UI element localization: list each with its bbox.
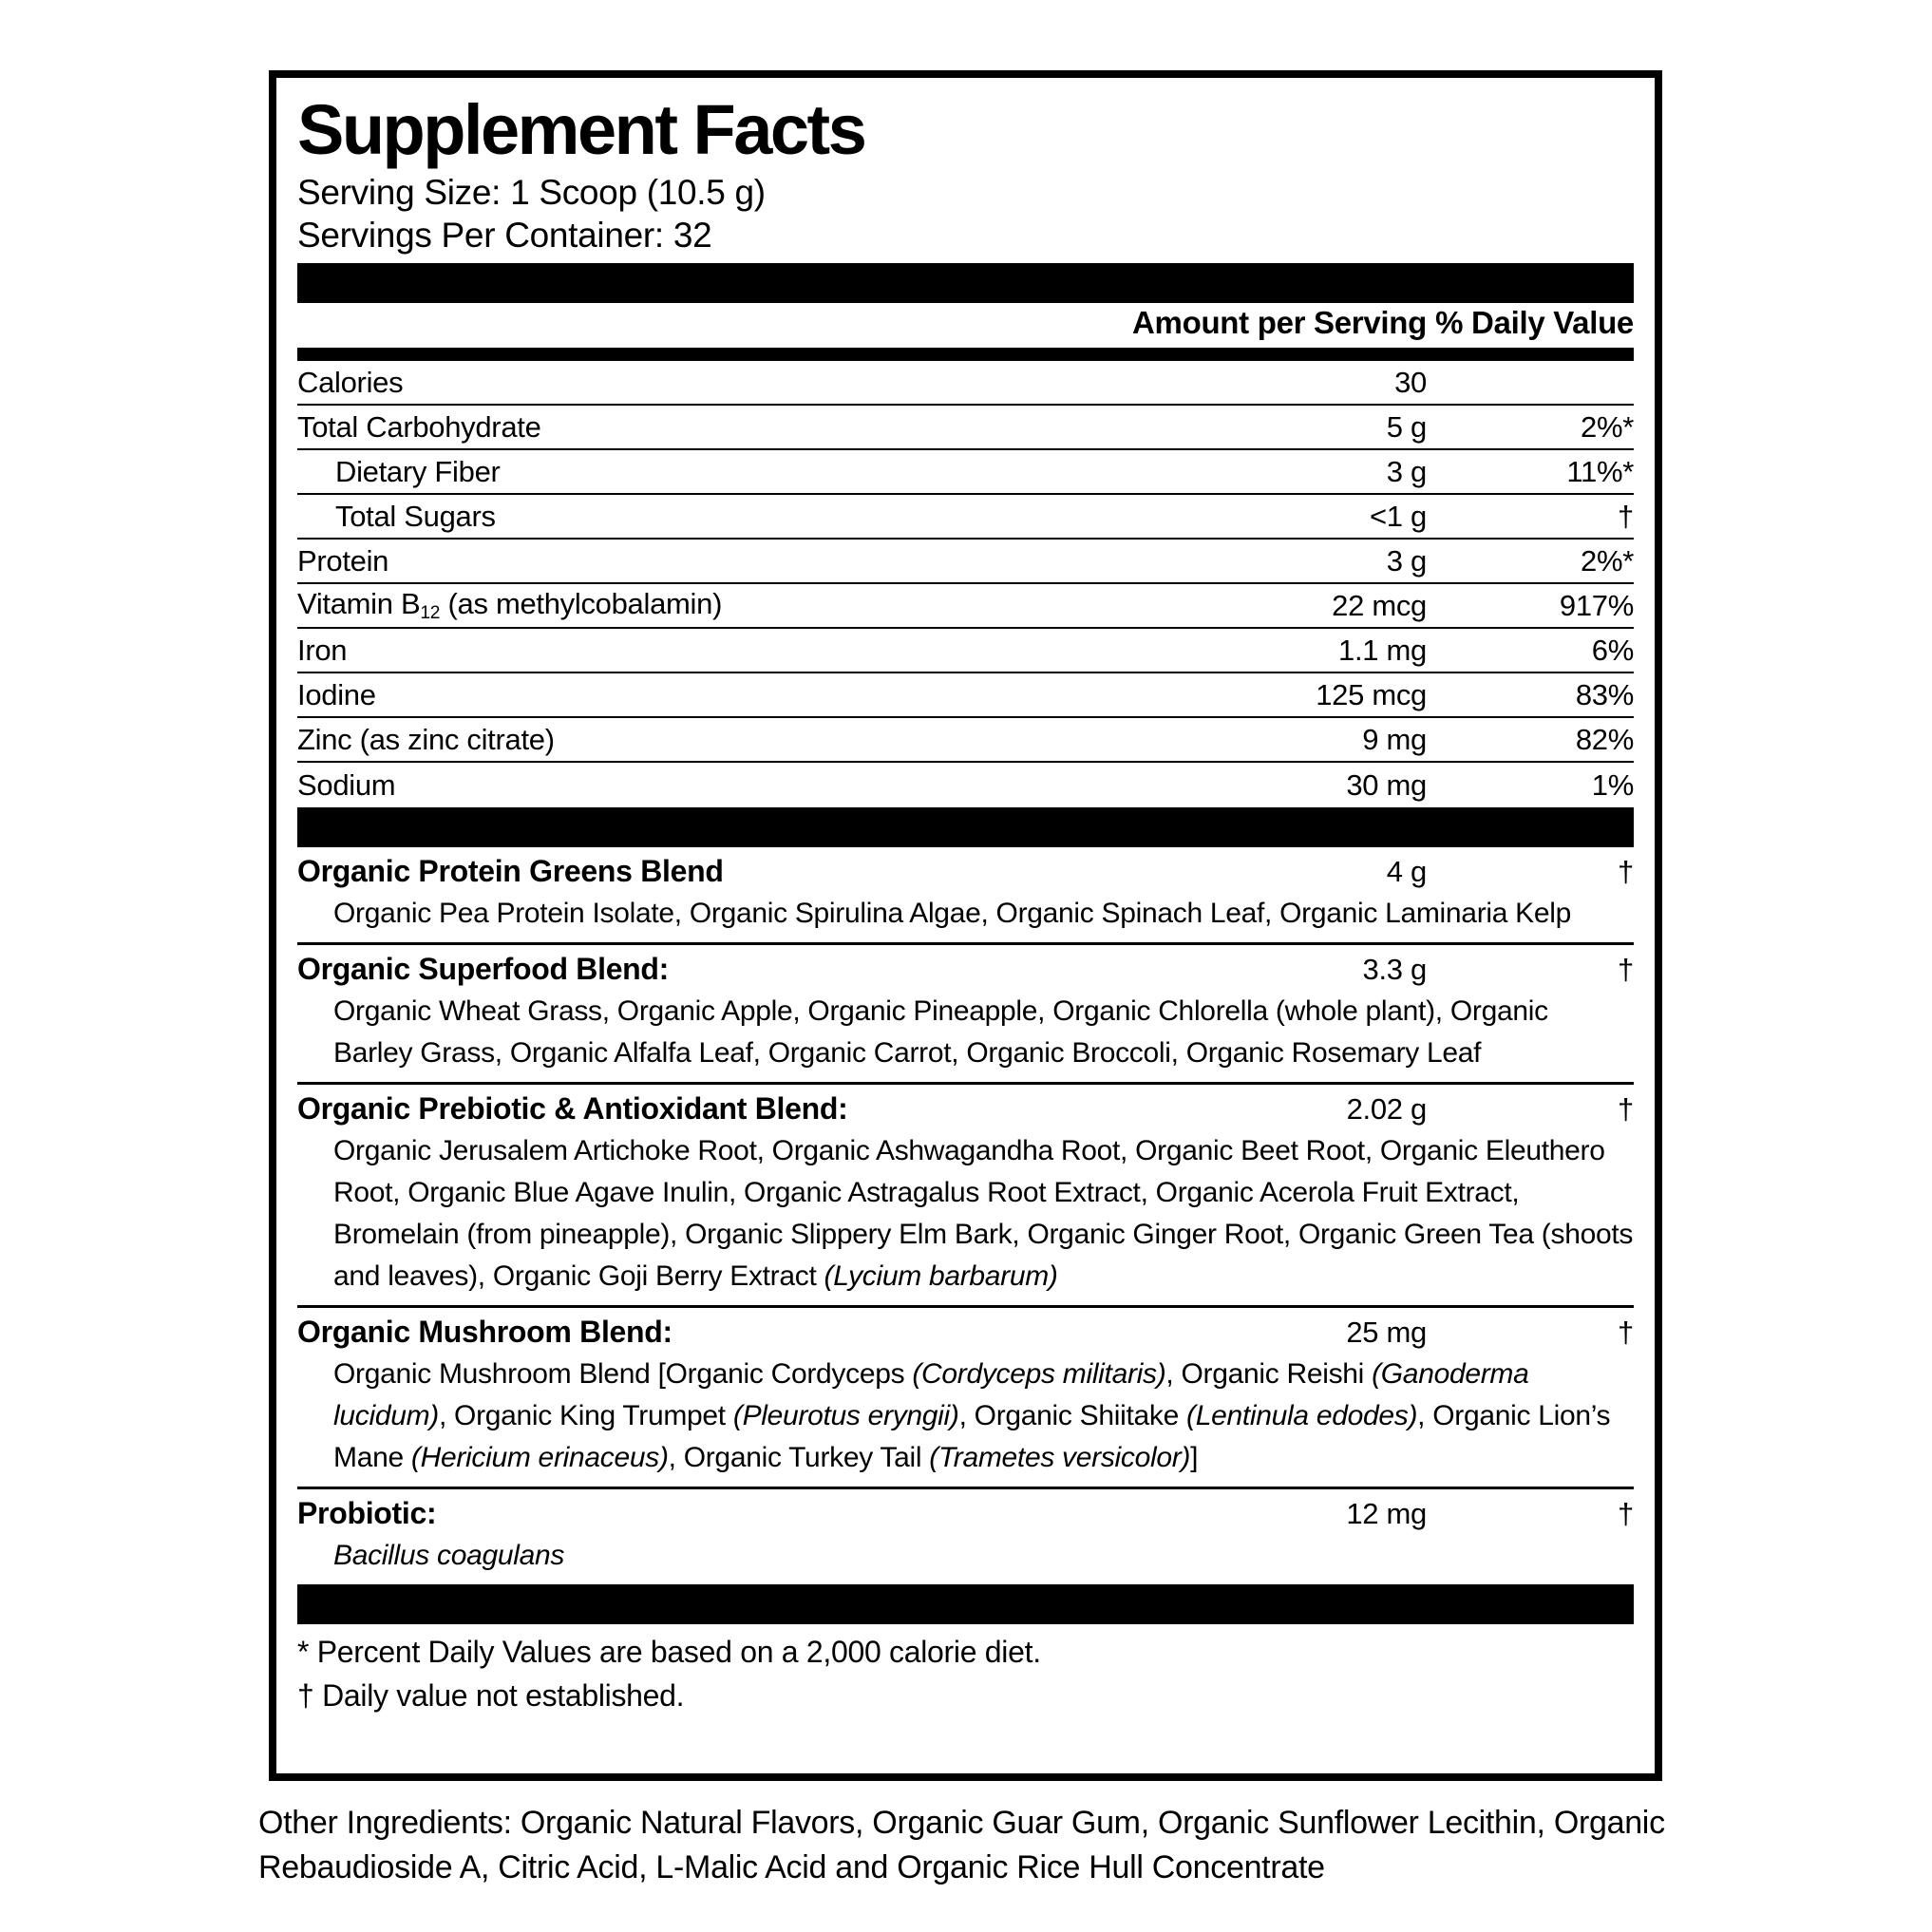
nutrient-amount: 3 g <box>1386 543 1427 578</box>
blend-header <box>297 1088 1634 1130</box>
text-segment: (Trametes versicolor) <box>929 1442 1191 1473</box>
text-segment: Sodium <box>297 767 396 802</box>
text-segment: ] <box>1190 1442 1199 1473</box>
text-segment: Total Carbohydrate <box>297 409 541 444</box>
nutrient-daily-value: 2%* <box>1581 543 1634 578</box>
nutrient-row <box>297 495 1634 540</box>
column-header-amount-per-serving: Amount per Serving <box>1132 305 1427 340</box>
text-segment: Calories <box>297 365 404 399</box>
nutrient-name <box>297 455 1246 489</box>
text-segment: (Hericium erinaceus) <box>410 1442 669 1473</box>
text-segment: 12 <box>420 602 441 623</box>
blend-amount: 4 g <box>1386 854 1427 888</box>
column-header-daily-value: % Daily Value <box>1435 305 1634 340</box>
blend-header <box>297 1492 1634 1535</box>
nutrient-daily-value: 917% <box>1559 588 1634 622</box>
nutrient-amount: <1 g <box>1370 499 1427 533</box>
nutrient-row <box>297 361 1634 406</box>
nutrient-row <box>297 673 1634 718</box>
text-segment: , Organic Turkey Tail <box>668 1442 930 1473</box>
text-segment: Organic Pea Protein Isolate, Organic Spirulina Algae, Organic Spinach Leaf, Organic Laminaria Kelp <box>333 898 1572 929</box>
text-segment: Bacillus coagulans <box>333 1540 565 1571</box>
text-segment: Dietary Fiber <box>335 454 501 488</box>
blend-name: Organic Protein Greens Blend <box>297 854 724 888</box>
blend-name: Probiotic: <box>297 1496 437 1530</box>
blend-row <box>297 847 1634 945</box>
blend-ingredients <box>297 991 1634 1074</box>
nutrient-daily-value: 82% <box>1575 722 1634 756</box>
blend-header <box>297 850 1634 893</box>
blend-amount: 25 mg <box>1346 1315 1427 1349</box>
blend-amount: 3.3 g <box>1362 952 1427 986</box>
blend-row <box>297 945 1634 1085</box>
blend-daily-value: † <box>1618 1091 1634 1126</box>
text-segment: (Lentinula edodes) <box>1186 1400 1418 1431</box>
other-ingredients: Other Ingredients: Organic Natural Flavors, Organic Guar Gum, Organic Sunflower Lecithin, Organic Rebaudioside A, Citric Acid, L-Malic Acid and Organic Rice Hull Concentrate <box>258 1805 1665 1885</box>
nutrient-amount: 3 g <box>1386 454 1427 488</box>
nutrient-name <box>297 768 1246 803</box>
text-segment: (Cordyceps militaris) <box>912 1358 1166 1390</box>
nutrient-amount: 5 g <box>1386 409 1427 444</box>
nutrient-row <box>297 584 1634 629</box>
nutrient-name <box>297 500 1246 534</box>
blend-ingredients <box>297 1130 1634 1297</box>
nutrient-daily-value: 2%* <box>1581 409 1634 444</box>
nutrient-table <box>297 361 1634 807</box>
nutrient-name <box>297 587 1246 624</box>
nutrient-name <box>297 366 1246 400</box>
blend-ingredients <box>297 1535 1634 1577</box>
blend-daily-value: † <box>1618 1315 1634 1349</box>
nutrient-amount: 125 mcg <box>1316 677 1427 711</box>
blend-amount: 12 mg <box>1346 1496 1427 1530</box>
blend-amount: 2.02 g <box>1346 1091 1427 1126</box>
nutrient-amount: 22 mcg <box>1332 588 1427 622</box>
text-segment: Organic Jerusalem Artichoke Root, Organic Ashwagandha Root, Organic Beet Root, Organic Eleuthero Root, Organic Blue Agave Inulin, Organic Astragalus Root Extract, Organic Acerola Fruit Extract, Bromelain (from pineapple), Organic Slippery Elm Bark, Organic Ginger Root, Organic Green Tea (shoots and leaves), Organic Goji Berry Extract <box>333 1135 1634 1292</box>
nutrient-name <box>297 544 1246 578</box>
nutrient-daily-value: 83% <box>1575 677 1634 711</box>
divider-bar-blends <box>297 807 1634 847</box>
text-segment: Total Sugars <box>335 499 496 533</box>
blend-row <box>297 1085 1634 1308</box>
blend-header <box>297 948 1634 991</box>
column-header-row <box>297 303 1634 348</box>
nutrient-row <box>297 540 1634 584</box>
divider-bar-under-header <box>297 348 1634 361</box>
text-segment: Iodine <box>297 677 376 711</box>
blend-daily-value: † <box>1618 1496 1634 1530</box>
blend-daily-value: † <box>1618 952 1634 986</box>
footnote-percent-daily-value: * Percent Daily Values are based on a 2,000 calorie diet. <box>297 1635 1041 1669</box>
nutrient-amount: 1.1 mg <box>1338 633 1427 667</box>
nutrient-daily-value: 6% <box>1591 633 1634 667</box>
serving-size: Serving Size: 1 Scoop (10.5 g) <box>297 173 766 212</box>
nutrient-amount: 30 <box>1394 365 1427 399</box>
panel-title: Supplement Facts <box>297 90 865 169</box>
text-segment: , Organic Shiitake <box>958 1400 1187 1431</box>
text-segment: Protein <box>297 543 389 578</box>
text-segment: (Lycium barbarum) <box>824 1260 1058 1292</box>
text-segment: , Organic King Trumpet <box>438 1400 733 1431</box>
nutrient-name <box>297 723 1246 757</box>
nutrient-daily-value: 11%* <box>1566 454 1634 488</box>
footnotes <box>297 1630 1634 1717</box>
blend-row <box>297 1489 1634 1584</box>
text-segment: Vitamin B <box>297 587 421 621</box>
nutrient-row <box>297 406 1634 450</box>
footnote-daily-value-not-established: † Daily value not established. <box>297 1678 685 1713</box>
blend-sections <box>297 847 1634 1584</box>
blend-ingredients <box>297 1354 1634 1479</box>
nutrient-row <box>297 763 1634 807</box>
text-segment: (as methylcobalamin) <box>440 587 723 621</box>
nutrient-daily-value: † <box>1618 499 1634 533</box>
text-segment: (Pleurotus eryngii) <box>732 1400 959 1431</box>
nutrient-amount: 9 mg <box>1362 722 1427 756</box>
divider-bar-footnotes <box>297 1584 1634 1624</box>
blend-name: Organic Prebiotic & Antioxidant Blend: <box>297 1091 848 1126</box>
nutrient-row <box>297 450 1634 495</box>
blend-daily-value: † <box>1618 854 1634 888</box>
text-segment: Iron <box>297 633 348 667</box>
text-segment: Organic Wheat Grass, Organic Apple, Organic Pineapple, Organic Chlorella (whole plant), Organic Barley Grass, Organic Alfalfa Leaf, Organic Carrot, Organic Broccoli, Organic Rosemary Leaf <box>333 995 1548 1069</box>
blend-row <box>297 1308 1634 1489</box>
nutrient-daily-value: 1% <box>1591 767 1634 802</box>
nutrient-row <box>297 629 1634 673</box>
nutrient-row <box>297 718 1634 763</box>
supplement-facts-panel <box>269 70 1662 1781</box>
servings-per-container: Servings Per Container: 32 <box>297 216 712 255</box>
blend-name: Organic Mushroom Blend: <box>297 1315 672 1349</box>
blend-header <box>297 1311 1634 1354</box>
text-segment: Zinc (as zinc citrate) <box>297 722 555 756</box>
text-segment: , Organic Reishi <box>1165 1358 1373 1390</box>
nutrient-amount: 30 mg <box>1346 767 1427 802</box>
nutrient-name <box>297 634 1246 668</box>
blend-ingredients <box>297 893 1634 935</box>
text-segment: , Organic Lion’s Mane <box>333 1400 1611 1473</box>
nutrient-name <box>297 410 1246 445</box>
text-segment: (Ganoderma lucidum) <box>333 1358 1529 1431</box>
divider-bar-top <box>297 263 1634 303</box>
text-segment: Organic Mushroom Blend [Organic Cordyceps <box>333 1358 913 1390</box>
nutrient-name <box>297 678 1246 712</box>
blend-name: Organic Superfood Blend: <box>297 952 670 986</box>
